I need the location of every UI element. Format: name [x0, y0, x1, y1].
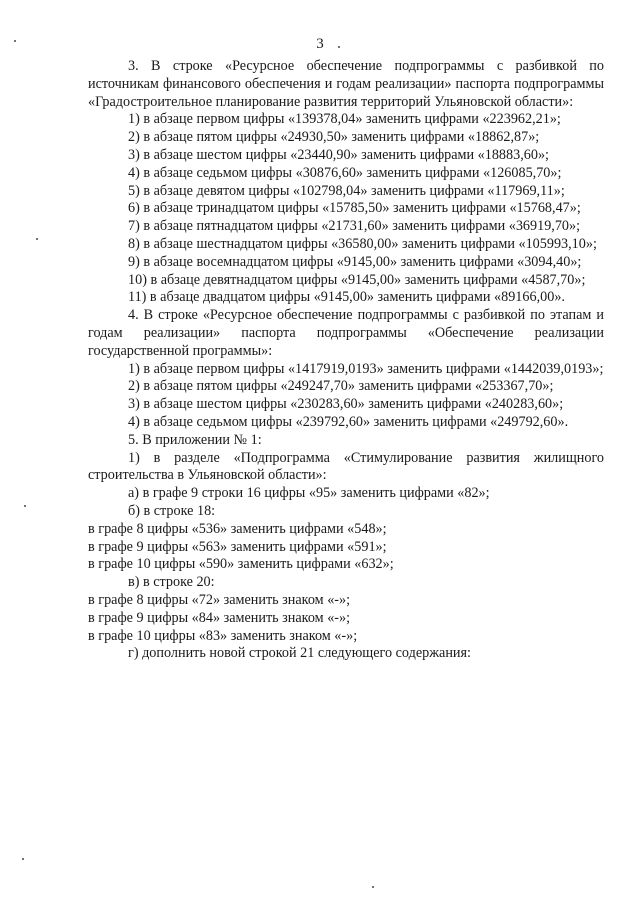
- paragraph: 9) в абзаце восемнадцатом цифры «9145,00» заменить цифрами «3094,40»;: [128, 253, 582, 270]
- paragraph: в) в строке 20:: [128, 574, 215, 591]
- paragraph: 4. В строке «Ресурсное обеспечение подпрограммы с разбивкой по этапам и годам реализации» паспорта подпрограммы «Обеспечение реализации государственной программы»:: [88, 307, 604, 359]
- scan-speck: [24, 505, 26, 507]
- paragraph: в графе 8 цифры «72» заменить знаком «-»;: [88, 591, 351, 608]
- scan-speck: [22, 858, 24, 860]
- paragraph: в графе 10 цифры «83» заменить знаком «-»;: [88, 627, 358, 644]
- scan-speck: [14, 40, 16, 42]
- paragraph: 10) в абзаце девятнадцатом цифры «9145,00» заменить цифрами «4587,70»;: [128, 271, 586, 288]
- page-number: 3: [316, 36, 324, 52]
- paragraph: 5. В приложении № 1:: [128, 431, 262, 448]
- paragraph: г) дополнить новой строкой 21 следующего содержания:: [128, 645, 471, 662]
- paragraph: 3) в абзаце шестом цифры «230283,60» заменить цифрами «240283,60»;: [128, 396, 564, 413]
- scan-speck: [372, 886, 374, 888]
- scan-speck: [338, 46, 340, 48]
- paragraph: в графе 9 цифры «563» заменить цифрами «591»;: [88, 538, 387, 555]
- paragraph: а) в графе 9 строки 16 цифры «95» заменить цифрами «82»;: [128, 485, 490, 502]
- paragraph: 2) в абзаце пятом цифры «24930,50» заменить цифрами «18862,87»;: [128, 129, 540, 146]
- paragraph: 1) в разделе «Подпрограмма «Стимулирование развития жилищного строительства в Ульяновской области»:: [88, 449, 604, 484]
- paragraph: б) в строке 18:: [128, 502, 216, 519]
- paragraph: 5) в абзаце девятом цифры «102798,04» заменить цифрами «117969,11»;: [128, 182, 565, 199]
- paragraph: 11) в абзаце двадцатом цифры «9145,00» заменить цифрами «89166,00».: [128, 289, 565, 306]
- paragraph: в графе 9 цифры «84» заменить знаком «-»;: [88, 609, 351, 626]
- paragraph: 4) в абзаце седьмом цифры «239792,60» заменить цифрами «249792,60».: [128, 413, 569, 430]
- paragraph: 7) в абзаце пятнадцатом цифры «21731,60» заменить цифрами «36919,70»;: [128, 218, 581, 235]
- paragraph: 8) в абзаце шестнадцатом цифры «36580,00» заменить цифрами «105993,10»;: [128, 235, 597, 252]
- paragraph: 1) в абзаце первом цифры «1417919,0193» заменить цифрами «1442039,0193»;: [128, 360, 604, 377]
- document-body: [88, 58, 604, 663]
- paragraph: 3. В строке «Ресурсное обеспечение подпрограммы с разбивкой по источникам финансового обеспечения и годам реализации» паспорта подпрограммы «Градостроительное планирование развития территорий Ульяновской области»:: [88, 58, 604, 110]
- paragraph: 2) в абзаце пятом цифры «249247,70» заменить цифрами «253367,70»;: [128, 378, 554, 395]
- paragraph: 1) в абзаце первом цифры «139378,04» заменить цифрами «223962,21»;: [128, 111, 561, 128]
- paragraph: 6) в абзаце тринадцатом цифры «15785,50» заменить цифрами «15768,47»;: [128, 200, 581, 217]
- scan-speck: [36, 238, 38, 240]
- paragraph: в графе 8 цифры «536» заменить цифрами «548»;: [88, 520, 387, 537]
- paragraph: 4) в абзаце седьмом цифры «30876,60» заменить цифрами «126085,70»;: [128, 164, 562, 181]
- paragraph: в графе 10 цифры «590» заменить цифрами «632»;: [88, 556, 394, 573]
- paragraph: 3) в абзаце шестом цифры «23440,90» заменить цифрами «18883,60»;: [128, 146, 549, 163]
